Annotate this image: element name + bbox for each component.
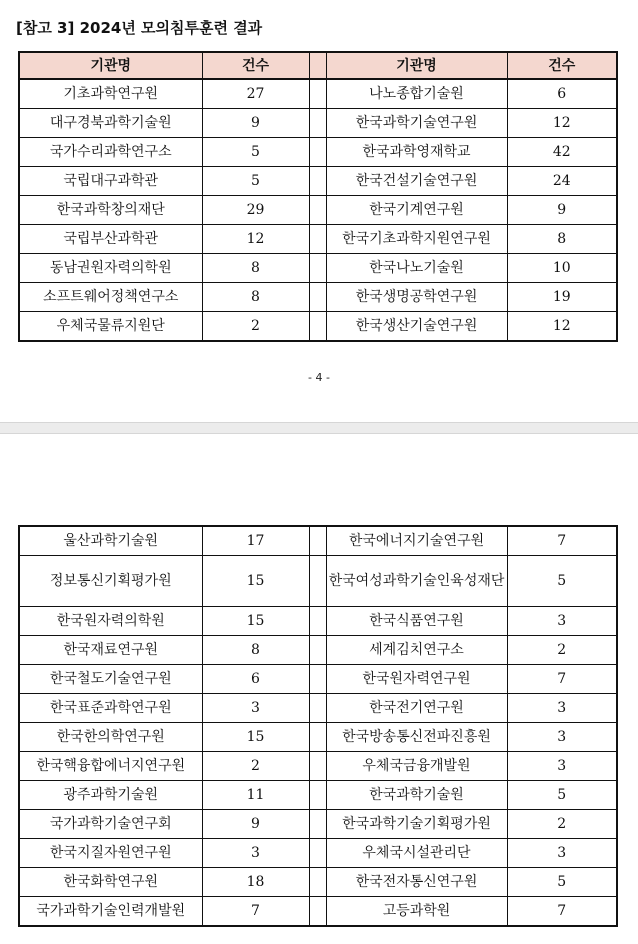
table-row	[19, 607, 617, 636]
right-org-cell: 한국생산기술연구원	[326, 312, 507, 342]
column-gap	[309, 839, 326, 868]
table-header-row	[19, 52, 617, 79]
left-org-cell: 소프트웨어정책연구소	[19, 283, 202, 312]
right-org-cell: 한국방송통신전파진흥원	[326, 723, 507, 752]
column-gap	[309, 526, 326, 556]
table-row	[19, 694, 617, 723]
left-count-cell: 9	[202, 810, 309, 839]
left-count-cell: 15	[202, 607, 309, 636]
right-count-cell: 2	[507, 636, 617, 665]
left-count-cell: 15	[202, 723, 309, 752]
right-org-cell: 한국과학기술연구원	[326, 109, 507, 138]
column-gap	[309, 694, 326, 723]
column-gap	[309, 810, 326, 839]
header-org: 기관명	[326, 52, 507, 79]
right-count-cell: 12	[552, 318, 571, 334]
table-row	[19, 723, 617, 752]
right-count-cell: 42	[507, 138, 617, 167]
left-count-cell: 6	[202, 665, 309, 694]
left-count-cell: 3	[202, 839, 309, 868]
left-org-cell: 한국화학연구원	[19, 868, 202, 897]
table-row	[19, 781, 617, 810]
results-table-top	[18, 51, 618, 342]
column-gap	[309, 79, 326, 109]
table-row	[19, 79, 617, 109]
right-org-cell: 한국과학기술원	[326, 781, 507, 810]
left-count-cell: 9	[202, 109, 309, 138]
left-count-cell: 2	[202, 312, 309, 342]
right-count-cell: 12	[507, 109, 617, 138]
left-org-cell: 국가수리과학연구소	[19, 138, 202, 167]
left-count-cell: 18	[202, 868, 309, 897]
table-row	[19, 167, 617, 196]
right-count-cell: 9	[507, 196, 617, 225]
column-gap	[309, 556, 326, 607]
column-gap	[309, 897, 326, 927]
right-org-cell: 한국에너지기술연구원	[326, 526, 507, 556]
column-gap	[309, 225, 326, 254]
column-gap	[309, 781, 326, 810]
column-gap	[309, 665, 326, 694]
right-org-cell: 한국원자력연구원	[326, 665, 507, 694]
right-org-cell: 한국건설기술연구원	[326, 167, 507, 196]
left-org-cell: 한국표준과학연구원	[19, 694, 202, 723]
table-row	[19, 752, 617, 781]
right-org-cell: 한국식품연구원	[326, 607, 507, 636]
right-org-cell: 한국과학기술기획평가원	[326, 810, 507, 839]
left-count-cell: 8	[202, 254, 309, 283]
right-org-cell: 한국기초과학지원연구원	[326, 225, 507, 254]
table-row	[19, 196, 617, 225]
left-org-cell: 우체국물류지원단	[19, 312, 202, 342]
right-count-cell: 24	[507, 167, 617, 196]
left-org-cell: 국립부산과학관	[19, 225, 202, 254]
right-org-cell: 나노종합기술원	[326, 79, 507, 109]
right-org-cell: 한국기계연구원	[326, 196, 507, 225]
left-org-cell: 광주과학기술원	[19, 781, 202, 810]
column-gap	[309, 752, 326, 781]
left-count-cell: 7	[202, 897, 309, 927]
results-table-bottom	[18, 525, 618, 927]
column-gap	[309, 167, 326, 196]
right-org-cell: 고등과학원	[326, 897, 507, 927]
right-org-cell: 한국전자통신연구원	[326, 868, 507, 897]
table-row	[19, 254, 617, 283]
left-org-cell: 한국한의학연구원	[19, 723, 202, 752]
right-count-cell: 7	[507, 526, 617, 556]
right-org-cell: 우체국시설관리단	[326, 839, 507, 868]
header-org: 기관명	[19, 52, 202, 79]
column-gap	[309, 109, 326, 138]
left-count-cell: 27	[202, 79, 309, 109]
right-count-cell: 3	[507, 839, 617, 868]
left-org-cell: 한국철도기술연구원	[19, 665, 202, 694]
left-org-cell: 기초과학연구원	[19, 79, 202, 109]
left-org-cell: 동남권원자력의학원	[19, 254, 202, 283]
table-row	[19, 225, 617, 254]
left-count-cell: 8	[202, 636, 309, 665]
page-4	[0, 0, 638, 422]
right-org-cell: 우체국금융개발원	[326, 752, 507, 781]
left-org-cell: 울산과학기술원	[19, 526, 202, 556]
column-gap	[309, 283, 326, 312]
column-gap	[309, 868, 326, 897]
left-count-cell: 15	[202, 556, 309, 607]
left-count-cell: 5	[202, 167, 309, 196]
column-gap	[309, 254, 326, 283]
table-row	[19, 283, 617, 312]
right-count-cell: 3	[507, 607, 617, 636]
table-row	[19, 636, 617, 665]
right-count-cell: 5	[507, 781, 617, 810]
left-count-cell: 2	[202, 752, 309, 781]
right-org-cell: 한국나노기술원	[326, 254, 507, 283]
right-org-cell: 세계김치연구소	[326, 636, 507, 665]
left-org-cell: 한국재료연구원	[19, 636, 202, 665]
table-row	[19, 665, 617, 694]
header-count: 건수	[507, 52, 617, 79]
table-row	[19, 897, 617, 927]
right-org-cell: 한국생명공학연구원	[326, 283, 507, 312]
table-row	[19, 556, 617, 607]
left-org-cell: 한국과학창의재단	[19, 196, 202, 225]
column-gap	[309, 607, 326, 636]
left-count-cell: 17	[202, 526, 309, 556]
table-row	[19, 312, 617, 342]
right-count-cell: 3	[507, 694, 617, 723]
right-org-cell: 한국전기연구원	[326, 694, 507, 723]
column-gap	[309, 196, 326, 225]
table-row	[19, 138, 617, 167]
column-gap	[309, 312, 326, 342]
left-org-cell: 국가과학기술연구회	[19, 810, 202, 839]
table-row	[19, 839, 617, 868]
right-org-cell: 한국과학영재학교	[326, 138, 507, 167]
right-count-cell: 10	[507, 254, 617, 283]
right-count-cell: 7	[557, 903, 567, 919]
table-row	[19, 868, 617, 897]
right-count-cell: 5	[507, 868, 617, 897]
right-count-cell: 3	[507, 752, 617, 781]
left-org-cell: 한국핵융합에너지연구원	[19, 752, 202, 781]
right-count-cell: 3	[507, 723, 617, 752]
right-count-cell: 2	[507, 810, 617, 839]
section-title: [참고 3] 2024년 모의침투훈련 결과	[16, 19, 263, 37]
right-count-cell: 5	[507, 556, 617, 607]
column-gap	[309, 138, 326, 167]
right-count-cell: 7	[507, 665, 617, 694]
left-count-cell: 5	[202, 138, 309, 167]
left-count-cell: 29	[202, 196, 309, 225]
page-number: - 4 -	[308, 371, 330, 384]
right-count-cell: 8	[507, 225, 617, 254]
left-org-cell: 국가과학기술인력개발원	[19, 897, 202, 927]
left-org-cell: 국립대구과학관	[19, 167, 202, 196]
table-row	[19, 526, 617, 556]
left-count-cell: 8	[202, 283, 309, 312]
page-5	[0, 434, 638, 944]
column-gap	[309, 723, 326, 752]
left-org-cell: 한국원자력의학원	[19, 607, 202, 636]
right-count-cell: 19	[507, 283, 617, 312]
table-row	[19, 109, 617, 138]
left-count-cell: 12	[202, 225, 309, 254]
page-break	[0, 422, 638, 434]
column-gap	[309, 636, 326, 665]
left-count-cell: 3	[202, 694, 309, 723]
right-count-cell: 6	[507, 79, 617, 109]
left-count-cell: 11	[202, 781, 309, 810]
right-org-cell: 한국여성과학기술인육성재단	[326, 556, 507, 607]
left-org-cell: 한국지질자원연구원	[19, 839, 202, 868]
left-org-cell: 정보통신기획평가원	[19, 556, 202, 607]
header-count: 건수	[202, 52, 309, 79]
column-gap	[309, 52, 326, 79]
table-row	[19, 810, 617, 839]
left-org-cell: 대구경북과학기술원	[19, 109, 202, 138]
